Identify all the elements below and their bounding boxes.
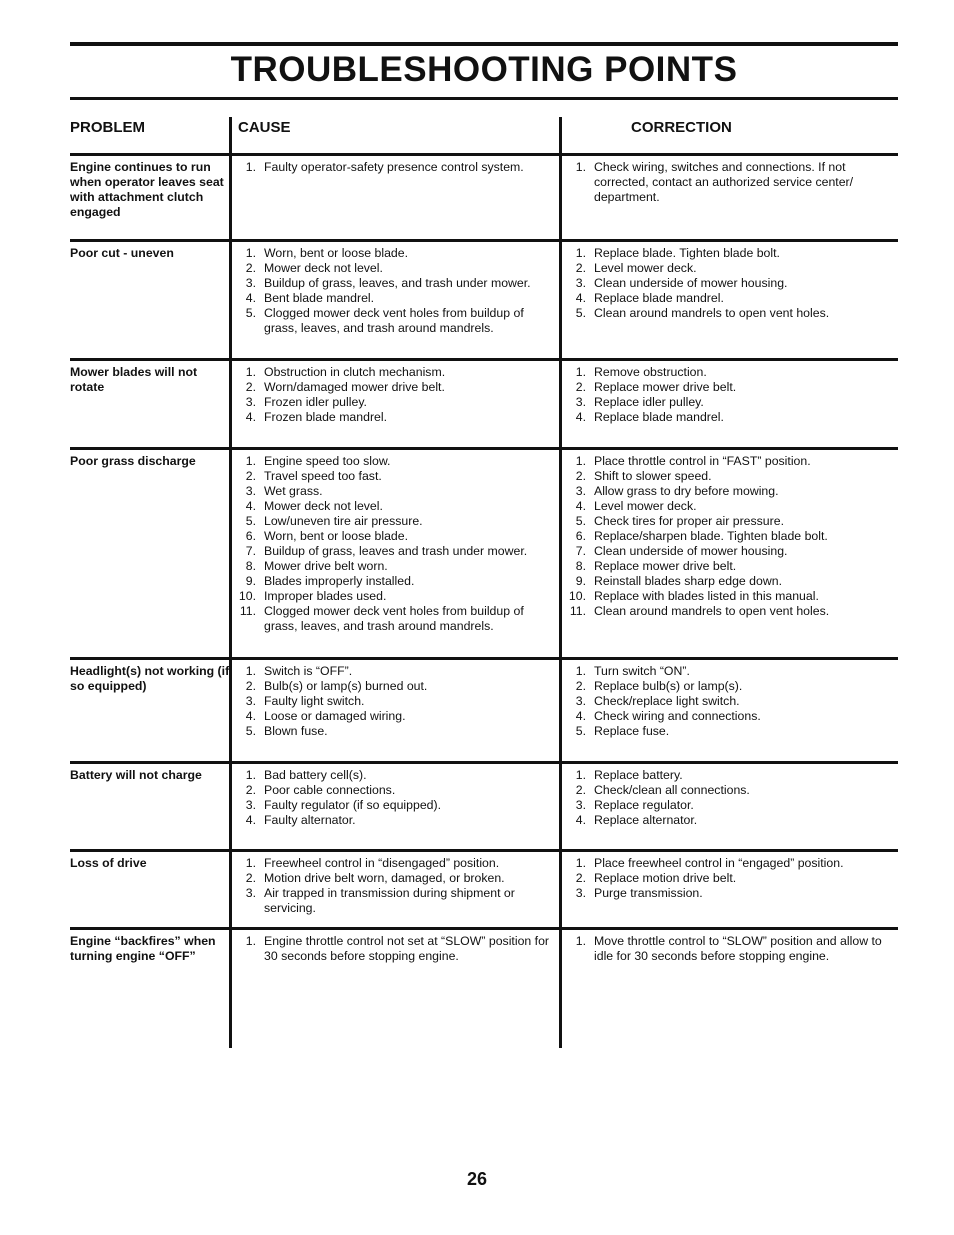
cause-item (234, 469, 556, 484)
item-number: 1. (245, 856, 256, 870)
item-text: Level mower deck. (594, 261, 697, 275)
item-text: Clean underside of mower housing. (594, 544, 788, 558)
item-number: 2. (245, 380, 256, 394)
correction-item (564, 514, 894, 529)
item-text: Check wiring and connections. (594, 709, 761, 723)
correction-list (564, 160, 894, 205)
item-number: 4. (575, 709, 586, 723)
row-divider (70, 927, 898, 930)
correction-item (564, 469, 894, 484)
correction-item (564, 589, 894, 604)
item-text: Replace mower drive belt. (594, 380, 737, 394)
item-text: Allow grass to dry before mowing. (594, 484, 779, 498)
item-number: 11. (569, 604, 586, 618)
item-text: Move throttle control to “SLOW” position and allow to idle for 30 seconds before stopping engine. (594, 934, 882, 963)
item-text: Bent blade mandrel. (264, 291, 375, 305)
cause-list (234, 160, 556, 175)
cause-item (234, 291, 556, 306)
item-number: 3. (245, 886, 256, 900)
correction-item (564, 768, 894, 783)
item-text: Loose or damaged wiring. (264, 709, 406, 723)
item-number: 5. (245, 514, 256, 528)
item-number: 9. (245, 574, 256, 588)
item-text: Travel speed too fast. (264, 469, 382, 483)
item-text: Switch is “OFF”. (264, 664, 353, 678)
correction-item (564, 410, 894, 425)
item-number: 10. (238, 589, 256, 603)
correction-list (564, 365, 894, 425)
correction-item (564, 306, 894, 321)
item-text: Wet grass. (264, 484, 323, 498)
item-text: Mower deck not level. (264, 499, 383, 513)
item-number: 1. (575, 934, 586, 948)
correction-item (564, 484, 894, 499)
item-text: Worn, bent or loose blade. (264, 246, 409, 260)
item-text: Check tires for proper air pressure. (594, 514, 784, 528)
item-text: Check wiring, switches and connections. If not corrected, contact an authorized service center/ department. (594, 160, 854, 204)
item-number: 4. (245, 499, 256, 513)
row-divider (70, 761, 898, 764)
item-number: 2. (575, 261, 586, 275)
item-text: Replace idler pulley. (594, 395, 704, 409)
item-text: Replace blade mandrel. (594, 410, 724, 424)
item-text: Low/uneven tire air pressure. (264, 514, 423, 528)
item-number: 4. (245, 813, 256, 827)
item-text: Buildup of grass, leaves and trash under mower. (264, 544, 528, 558)
cause-item (234, 261, 556, 276)
item-number: 3. (575, 276, 586, 290)
item-text: Engine speed too slow. (264, 454, 391, 468)
item-text: Replace regulator. (594, 798, 694, 812)
item-text: Purge transmission. (594, 886, 703, 900)
correction-item (564, 276, 894, 291)
item-number: 7. (245, 544, 256, 558)
cause-item (234, 679, 556, 694)
item-text: Reinstall blades sharp edge down. (594, 574, 782, 588)
item-text: Replace motion drive belt. (594, 871, 737, 885)
item-number: 1. (575, 454, 586, 468)
header-correction: CORRECTION (631, 119, 732, 136)
item-text: Bulb(s) or lamp(s) burned out. (264, 679, 428, 693)
item-text: Level mower deck. (594, 499, 697, 513)
cause-item (234, 276, 556, 291)
cause-item (234, 798, 556, 813)
row-divider (70, 153, 898, 156)
row-divider (70, 447, 898, 450)
item-number: 1. (575, 160, 586, 174)
item-number: 3. (245, 694, 256, 708)
correction-item (564, 160, 894, 205)
item-text: Replace with blades listed in this manual. (594, 589, 819, 603)
correction-list (564, 454, 894, 619)
item-text: Replace blade. Tighten blade bolt. (594, 246, 780, 260)
cause-list (234, 934, 556, 964)
correction-item (564, 380, 894, 395)
item-number: 1. (575, 664, 586, 678)
item-text: Replace mower drive belt. (594, 559, 737, 573)
correction-item (564, 783, 894, 798)
item-number: 2. (245, 679, 256, 693)
item-number: 1. (245, 664, 256, 678)
item-number: 7. (575, 544, 586, 558)
row-divider (70, 358, 898, 361)
correction-list (564, 856, 894, 901)
item-number: 1. (245, 246, 256, 260)
correction-item (564, 544, 894, 559)
item-text: Motion drive belt worn, damaged, or broken. (264, 871, 505, 885)
correction-list (564, 664, 894, 739)
item-text: Place freewheel control in “engaged” position. (594, 856, 844, 870)
cause-item (234, 514, 556, 529)
item-number: 4. (575, 813, 586, 827)
item-number: 6. (245, 529, 256, 543)
item-text: Mower deck not level. (264, 261, 383, 275)
correction-item (564, 559, 894, 574)
problem-text: Poor grass discharge (70, 454, 196, 468)
item-text: Replace fuse. (594, 724, 670, 738)
cause-item (234, 934, 556, 964)
item-number: 2. (575, 783, 586, 797)
correction-item (564, 261, 894, 276)
correction-item (564, 604, 894, 619)
cause-item (234, 529, 556, 544)
cause-item (234, 768, 556, 783)
correction-item (564, 499, 894, 514)
correction-item (564, 365, 894, 380)
item-text: Turn switch “ON”. (594, 664, 690, 678)
item-text: Mower drive belt worn. (264, 559, 388, 573)
item-text: Replace/sharpen blade. Tighten blade bolt. (594, 529, 828, 543)
item-number: 4. (575, 499, 586, 513)
header-problem: PROBLEM (70, 119, 145, 136)
correction-item (564, 694, 894, 709)
item-number: 1. (245, 934, 256, 948)
item-text: Replace bulb(s) or lamp(s). (594, 679, 743, 693)
item-text: Clean around mandrels to open vent holes. (594, 604, 830, 618)
row-divider (70, 657, 898, 660)
page-number: 26 (466, 1169, 488, 1189)
item-text: Replace battery. (594, 768, 683, 782)
item-number: 8. (575, 559, 586, 573)
cause-item (234, 160, 556, 175)
correction-item (564, 709, 894, 724)
item-text: Frozen idler pulley. (264, 395, 367, 409)
item-number: 5. (575, 306, 586, 320)
problem-text: Mower blades will not rotate (70, 365, 198, 394)
problem-text: Poor cut - uneven (70, 246, 174, 260)
item-number: 2. (575, 679, 586, 693)
cause-item (234, 589, 556, 604)
item-number: 3. (245, 484, 256, 498)
item-number: 2. (575, 469, 586, 483)
correction-item (564, 856, 894, 871)
cause-item (234, 694, 556, 709)
cause-list (234, 856, 556, 916)
cause-item (234, 664, 556, 679)
item-text: Air trapped in transmission during shipment or servicing. (264, 886, 515, 915)
item-text: Worn, bent or loose blade. (264, 529, 409, 543)
item-number: 4. (245, 291, 256, 305)
item-number: 3. (245, 395, 256, 409)
item-number: 4. (575, 291, 586, 305)
cause-item (234, 380, 556, 395)
item-number: 3. (575, 484, 586, 498)
correction-item (564, 291, 894, 306)
item-number: 4. (575, 410, 586, 424)
item-text: Shift to slower speed. (594, 469, 712, 483)
cause-item (234, 574, 556, 589)
correction-list (564, 934, 894, 964)
problem-text: Headlight(s) not working (if so equipped) (70, 664, 230, 693)
item-text: Faulty regulator (if so equipped). (264, 798, 442, 812)
cause-item (234, 246, 556, 261)
item-number: 5. (245, 724, 256, 738)
item-number: 2. (575, 871, 586, 885)
item-text: Bad battery cell(s). (264, 768, 367, 782)
item-number: 3. (575, 694, 586, 708)
cause-item (234, 724, 556, 739)
cause-item (234, 484, 556, 499)
item-text: Blades improperly installed. (264, 574, 415, 588)
item-text: Obstruction in clutch mechanism. (264, 365, 446, 379)
cause-item (234, 410, 556, 425)
item-number: 5. (575, 514, 586, 528)
item-text: Poor cable connections. (264, 783, 396, 797)
correction-item (564, 664, 894, 679)
correction-list (564, 768, 894, 828)
item-text: Faulty light switch. (264, 694, 365, 708)
item-number: 2. (245, 871, 256, 885)
cause-item (234, 306, 556, 336)
item-text: Remove obstruction. (594, 365, 707, 379)
item-number: 3. (575, 798, 586, 812)
item-number: 1. (245, 768, 256, 782)
item-number: 2. (575, 380, 586, 394)
item-number: 4. (245, 709, 256, 723)
item-number: 2. (245, 469, 256, 483)
item-number: 2. (245, 261, 256, 275)
cause-item (234, 365, 556, 380)
cause-list (234, 768, 556, 828)
cause-item (234, 783, 556, 798)
item-number: 3. (245, 276, 256, 290)
item-number: 8. (245, 559, 256, 573)
item-text: Clogged mower deck vent holes from buildup of grass, leaves, and trash around mandrels. (264, 604, 524, 633)
item-number: 3. (575, 395, 586, 409)
correction-item (564, 724, 894, 739)
correction-item (564, 871, 894, 886)
item-text: Buildup of grass, leaves, and trash under mower. (264, 276, 531, 290)
item-number: 9. (575, 574, 586, 588)
item-text: Clean around mandrels to open vent holes. (594, 306, 830, 320)
item-number: 1. (245, 454, 256, 468)
item-text: Clogged mower deck vent holes from buildup of grass, leaves, and trash around mandrels. (264, 306, 524, 335)
item-number: 3. (245, 798, 256, 812)
item-text: Replace blade mandrel. (594, 291, 724, 305)
cause-item (234, 454, 556, 469)
correction-item (564, 454, 894, 469)
item-text: Check/replace light switch. (594, 694, 740, 708)
cause-item (234, 395, 556, 410)
page-title: TROUBLESHOOTING POINTS (230, 50, 738, 89)
item-text: Replace alternator. (594, 813, 698, 827)
item-text: Engine throttle control not set at “SLOW” position for 30 seconds before stopping engine. (264, 934, 550, 963)
correction-item (564, 934, 894, 964)
item-text: Place throttle control in “FAST” position. (594, 454, 811, 468)
title-bottom-rule (70, 97, 898, 100)
item-number: 1. (575, 365, 586, 379)
correction-item (564, 813, 894, 828)
header-cause: CAUSE (238, 119, 291, 136)
problem-text: Battery will not charge (70, 768, 202, 782)
cause-list (234, 454, 556, 634)
item-number: 1. (245, 160, 256, 174)
item-text: Worn/damaged mower drive belt. (264, 380, 445, 394)
problem-text: Loss of drive (70, 856, 147, 870)
cause-item (234, 544, 556, 559)
correction-item (564, 395, 894, 410)
cause-list (234, 246, 556, 336)
item-text: Faulty alternator. (264, 813, 356, 827)
item-text: Freewheel control in “disengaged” position. (264, 856, 500, 870)
correction-item (564, 246, 894, 261)
correction-item (564, 679, 894, 694)
row-divider (70, 849, 898, 852)
cause-list (234, 365, 556, 425)
problem-text: Engine “backfires” when turning engine “OFF” (70, 934, 216, 963)
correction-item (564, 529, 894, 544)
item-number: 1. (575, 768, 586, 782)
cause-item (234, 559, 556, 574)
correction-item (564, 886, 894, 901)
item-number: 5. (575, 724, 586, 738)
item-number: 10. (568, 589, 586, 603)
row-divider (70, 239, 898, 242)
item-number: 4. (245, 410, 256, 424)
item-number: 1. (575, 856, 586, 870)
item-number: 3. (575, 886, 586, 900)
item-text: Check/clean all connections. (594, 783, 750, 797)
cause-item (234, 856, 556, 871)
cause-item (234, 604, 556, 634)
item-number: 1. (575, 246, 586, 260)
item-text: Clean underside of mower housing. (594, 276, 788, 290)
cause-item (234, 871, 556, 886)
item-text: Faulty operator-safety presence control system. (264, 160, 524, 174)
cause-item (234, 813, 556, 828)
correction-list (564, 246, 894, 321)
item-number: 1. (245, 365, 256, 379)
title-top-rule (70, 42, 898, 46)
item-text: Frozen blade mandrel. (264, 410, 388, 424)
item-number: 5. (245, 306, 256, 320)
cause-list (234, 664, 556, 739)
cause-item (234, 886, 556, 916)
problem-text: Engine continues to run when operator leaves seat with attachment clutch engaged (70, 160, 224, 219)
item-number: 2. (245, 783, 256, 797)
correction-item (564, 798, 894, 813)
item-text: Blown fuse. (264, 724, 328, 738)
item-text: Improper blades used. (264, 589, 387, 603)
item-number: 6. (575, 529, 586, 543)
correction-item (564, 574, 894, 589)
cause-item (234, 499, 556, 514)
cause-item (234, 709, 556, 724)
correction-column-divider (559, 117, 562, 1048)
item-number: 11. (239, 604, 256, 618)
